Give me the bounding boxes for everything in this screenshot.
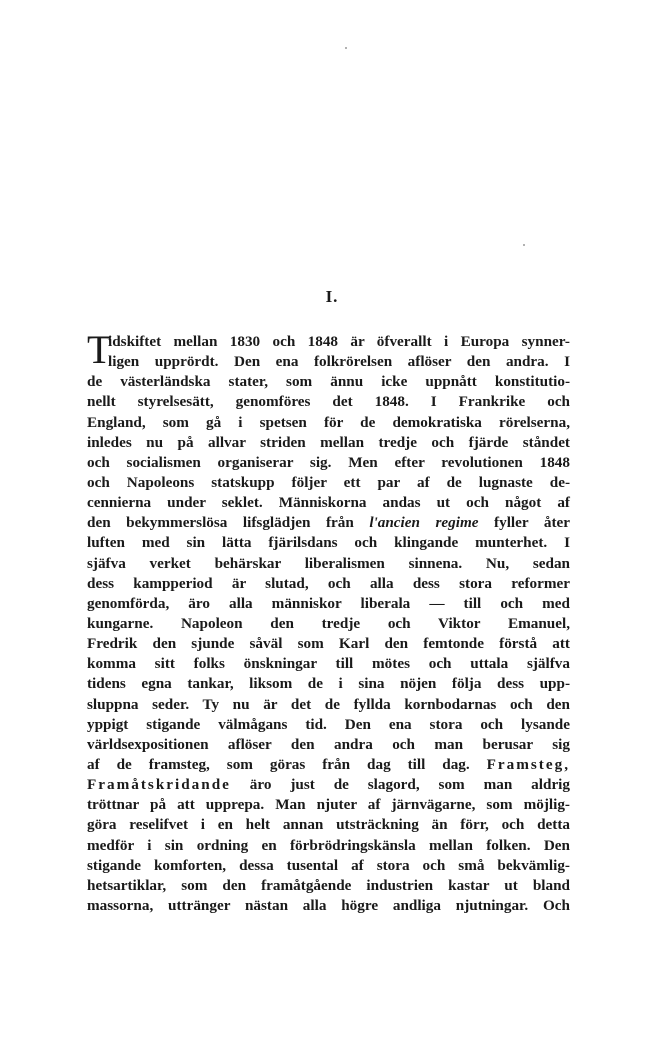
text-line: massorna, uttränger nästan alla högre andliga njutningar. Och — [87, 896, 570, 914]
text-line-with-spaced-word — [87, 775, 570, 795]
text-line: luften med sin lätta fjärilsdans och klingande munterhet. I — [87, 534, 570, 552]
text-line-with-spaced-word — [87, 755, 570, 775]
text-line: medför i sin ordning en förbrödringskänsla mellan folken. Den — [87, 836, 570, 854]
text-line: inledes nu på allvar striden mellan tredje och fjärde ståndet — [87, 433, 570, 451]
text-line: dess kampperiod är slutad, och alla dess stora reformer — [87, 574, 570, 592]
text-line-with-italic — [87, 513, 570, 533]
text-line: kungarne. Napoleon den tredje och Viktor Emanuel, — [87, 614, 570, 632]
text-line: och Napoleons statskupp följer ett par af de lugnaste de- — [87, 473, 570, 491]
text-line: världsexpositionen aflöser den andra och man berusar sig — [87, 735, 570, 753]
text-line: göra reselifvet i en helt annan utsträckning än förr, och detta — [87, 816, 570, 834]
text-line: ligen upprördt. Den ena folkrörelsen aflöser den andra. I — [108, 353, 570, 371]
text-line: yppigt stigande välmågans tid. Den ena stora och lysande — [87, 715, 570, 733]
text-line: och socialismen organiserar sig. Men efter revolutionen 1848 — [87, 453, 570, 471]
text-line: komma sitt folks önskningar till mötes och uttala själfva — [87, 655, 570, 673]
spaced-emphasis: Framåtskridande — [87, 776, 231, 794]
text-line: nellt styrelsesätt, genomföres det 1848. I Frankrike och — [87, 393, 570, 411]
chapter-number: I. — [325, 287, 339, 306]
scan-speck — [523, 244, 525, 246]
drop-cap: T — [87, 327, 112, 372]
text-line: England, som gå i spetsen för de demokratiska rörelserna, — [87, 413, 570, 431]
text-segment: af de framsteg, som göras från dag till dag. — [87, 755, 487, 773]
text-line: tidens egna tankar, liksom de i sina nöjen följa dess upp- — [87, 675, 570, 693]
text-line: de västerländska stater, som ännu icke uppnått konstitutio- — [87, 373, 570, 391]
text-line: sjäfva verket behärskar liberalismen sinnena. Nu, sedan — [87, 554, 570, 572]
text-line: cennierna under seklet. Människorna andas ut och något af — [87, 494, 570, 512]
text-line: sluppna seder. Ty nu är det de fyllda kornbodarnas och den — [87, 695, 570, 713]
text-line: genomförda, äro alla människor liberala — till och med — [87, 594, 570, 612]
text-segment: äro just de slagord, som man aldrig — [230, 776, 570, 794]
text-line: stigande komforten, dessa tusental af stora och små bekvämlig- — [87, 856, 570, 874]
text-line: Fredrik den sjunde såväl som Karl den femtonde förstå att — [87, 635, 570, 653]
spaced-emphasis: Framsteg, — [486, 755, 570, 773]
text-segment: den bekymmerslösa lifsglädjen från — [87, 514, 370, 532]
scan-speck — [345, 47, 347, 49]
text-line: hetsartiklar, som den framåtgående industrien kastar ut bland — [87, 876, 570, 894]
text-line: idskiftet mellan 1830 och 1848 är öfverallt i Europa synner- — [108, 333, 570, 350]
italic-phrase: l'ancien regime — [369, 514, 479, 532]
chapter-body-text — [87, 327, 571, 916]
text-segment: fyller åter — [478, 514, 571, 532]
text-line: tröttnar på att upprepa. Man njuter af järnvägarne, som möjlig- — [87, 796, 570, 814]
